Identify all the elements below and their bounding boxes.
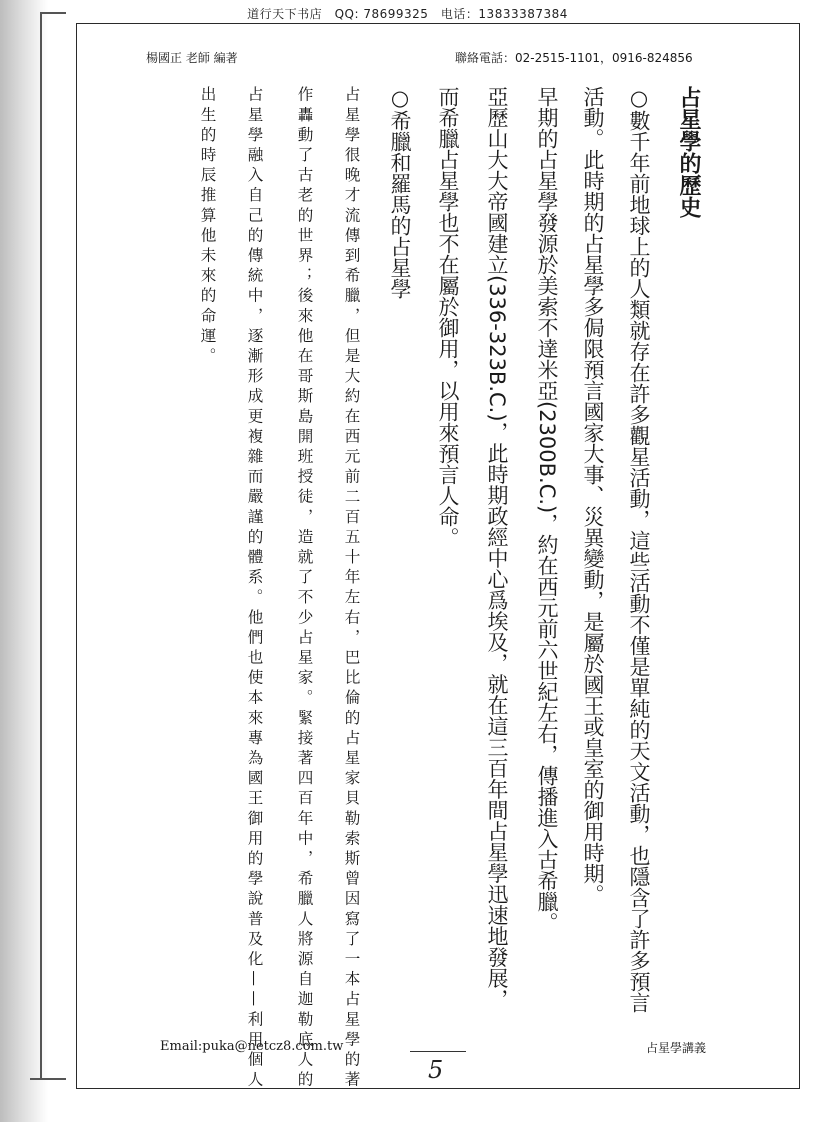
author-header: 楊國正 老師 編著	[146, 51, 238, 65]
footer-rule	[410, 1051, 466, 1052]
section-title: 占星學的歷史	[676, 86, 701, 218]
text-column-1: ○數千年前地球上的人類就存在許多觀星活動，這些活動不僅是單純的天文活動，也隱含了許多預言	[627, 86, 651, 1013]
footer-email: Email:puka@netcz8.com.tw	[160, 1039, 344, 1054]
body-column-2: 作轟動了古老的世界；後來他在哥斯島開班授徒，造就了不少占星家。緊接著四百年中，希臘人將源自迦勒底人的	[295, 86, 314, 1091]
body-column-4: 出生的時辰推算他未來的命運。	[198, 86, 217, 368]
text-column-5: 而希臘占星學也不在屬於御用，以用來預言人命。	[436, 86, 460, 548]
body-column-1: 占星學很晚才流傳到希臘，但是大約在西元前二百五十年左右，巴比倫的占星家貝勒索斯曾因寫了一本占星學的著	[342, 86, 361, 1091]
page-number: 5	[428, 1056, 444, 1084]
footer-course-title: 占星學講義	[646, 1041, 707, 1055]
contact-header: 聯絡電話：02-2515-1101，0916-824856	[455, 51, 693, 65]
text-column-3: 早期的占星學發源於美索不達米亞(2300B.C.)，約在西元前六世紀左右，傳播進入古希臘。	[535, 86, 559, 934]
body-column-3: 占星學融入自己的傳統中，逐漸形成更複雜而嚴謹的體系。他們也使本來專為國王御用的學說普及化——利用個人	[245, 86, 264, 1091]
binding-bottom-tick	[30, 1078, 66, 1080]
subsection-heading: ○希臘和羅馬的占星學	[388, 86, 412, 299]
text-column-2: 活動。此時期的占星學多侷限預言國家大事、災異變動，是屬於國王或皇室的御用時期。	[581, 86, 605, 905]
store-banner: 道行天下书店 QQ: 78699325 电话：13833387384	[247, 7, 568, 21]
text-column-4: 亞歷山大大帝國建立(336-323B.C.)，此時期政經中心爲埃及，就在這三百年間占星學迅速地發展，	[485, 86, 509, 1010]
binding-edge-line	[40, 12, 42, 1078]
